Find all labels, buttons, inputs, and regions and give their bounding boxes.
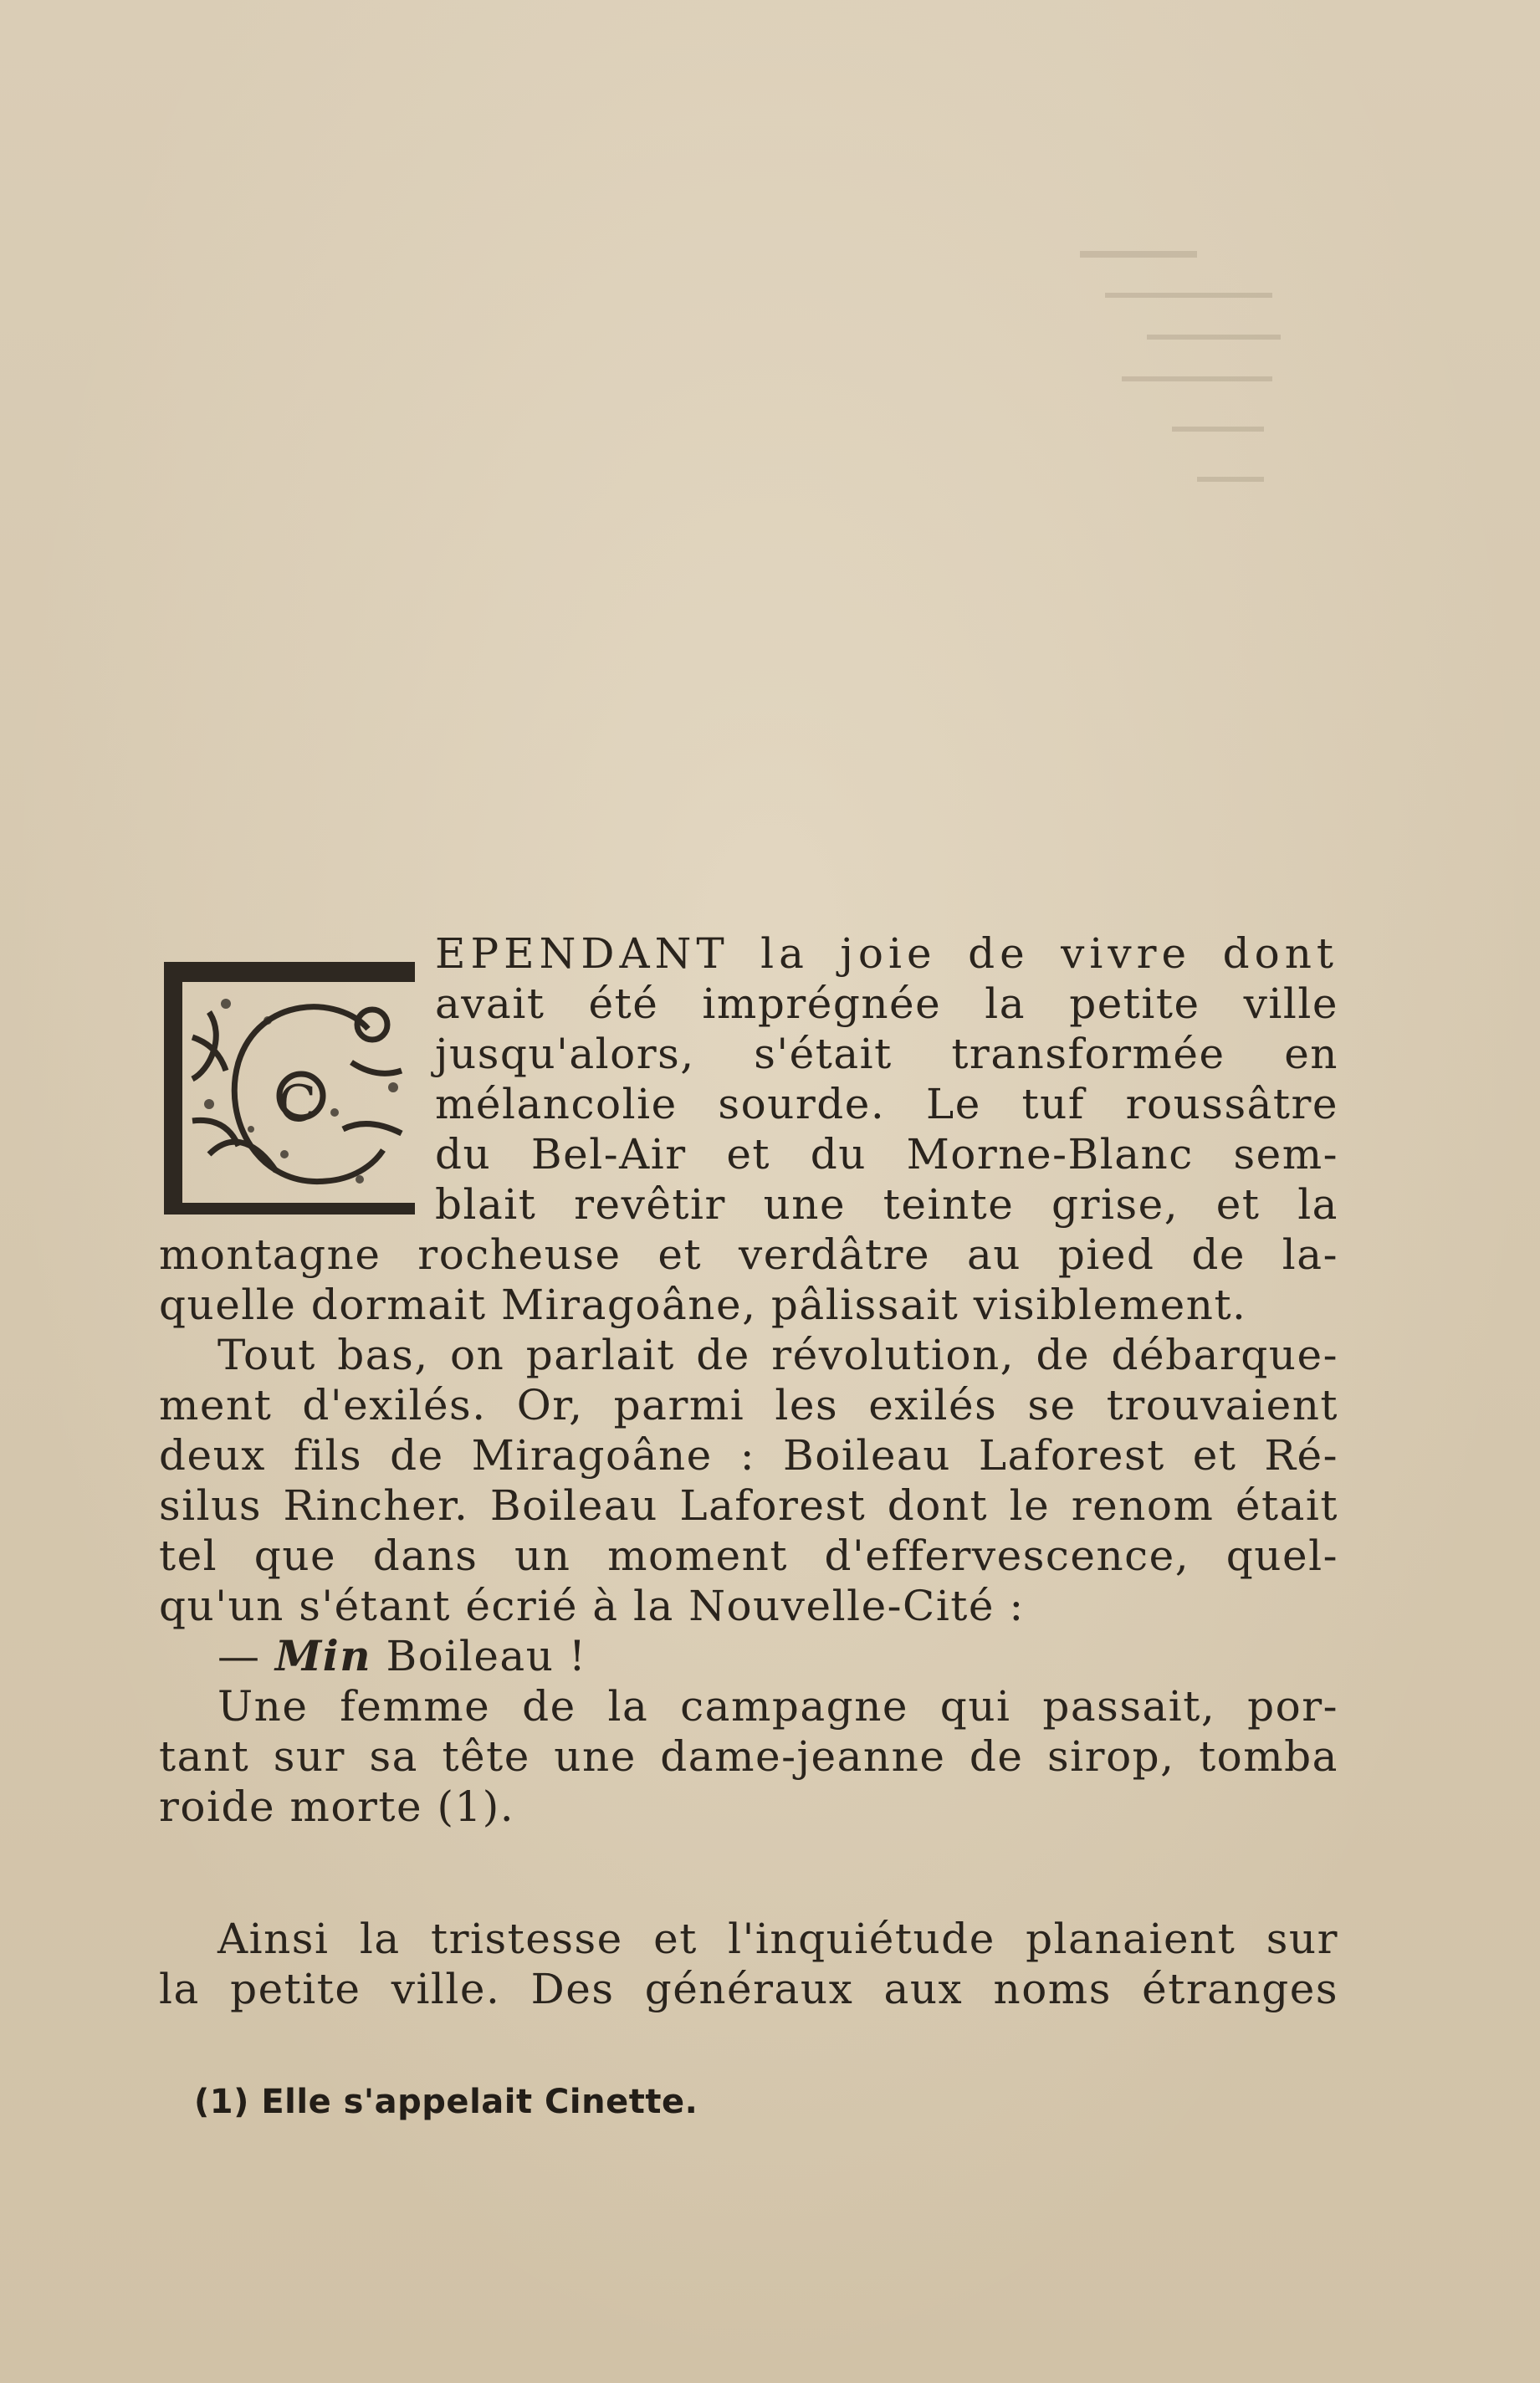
text-line: quelle dormait Miragoâne, pâlissait visiblement. — [159, 1281, 1247, 1329]
lead-lines — [435, 928, 1338, 1230]
text-line: la petite ville. Des généraux aux noms étranges — [159, 1965, 1338, 2013]
text-line: qu'un s'étant écrié à la Nouvelle-Cité : — [159, 1582, 1025, 1630]
lead-line-1: EPENDANT la joie de vivre dont — [435, 929, 1338, 978]
lead-line-3: jusqu'alors, s'était transformée en — [435, 1030, 1338, 1078]
dialog-italic-word: Min — [274, 1631, 372, 1680]
paragraph-1-continued — [159, 1230, 1338, 1330]
text-line: montagne rocheuse et verdâtre au pied de la- — [159, 1230, 1338, 1279]
text-line: deux fils de Miragoâne : Boileau Laforest et Ré- — [159, 1431, 1338, 1480]
text-line: tant sur sa tête une dame-jeanne de sirop, tomba — [159, 1732, 1338, 1781]
text-line: tel que dans un moment d'effervescence, quel- — [159, 1532, 1338, 1580]
text-line: roide morte (1). — [159, 1782, 515, 1831]
text-line: Une femme de la campagne qui passait, por- — [217, 1682, 1338, 1731]
text-line: Tout bas, on parlait de révolution, de débarque- — [217, 1331, 1338, 1379]
section-break — [159, 1832, 1338, 1914]
show-through-marks — [1072, 243, 1289, 594]
dialog-text: Boileau ! — [386, 1632, 587, 1680]
footnote: (1) Elle s'appelait Cinette. — [194, 2083, 698, 2121]
text-line: Ainsi la tristesse et l'inquiétude planaient sur — [217, 1915, 1338, 1963]
lead-line-2: avait été imprégnée la petite ville — [435, 979, 1338, 1028]
text-line: silus Rincher. Boileau Laforest dont le renom était — [159, 1481, 1338, 1530]
dropcap-letter: C — [278, 1075, 318, 1133]
ornamental-dropcap-c-icon — [159, 937, 435, 1225]
lead-line-4: mélancolie sourde. Le tuf roussâtre — [435, 1080, 1338, 1128]
lead-line-5: du Bel-Air et du Morne-Blanc sem- — [435, 1130, 1338, 1179]
lead-line-6: blait revêtir une teinte grise, et la — [435, 1180, 1338, 1229]
opening-paragraph — [159, 928, 1338, 1230]
text-line: ment d'exilés. Or, parmi les exilés se trouvaient — [159, 1381, 1338, 1429]
dialog-dash: — — [217, 1632, 261, 1680]
body-text — [159, 928, 1338, 2014]
paragraph-2 — [159, 1330, 1338, 1631]
paragraph-3 — [159, 1681, 1338, 1832]
dialog-line — [159, 1631, 1338, 1681]
paragraph-4 — [159, 1914, 1338, 2014]
